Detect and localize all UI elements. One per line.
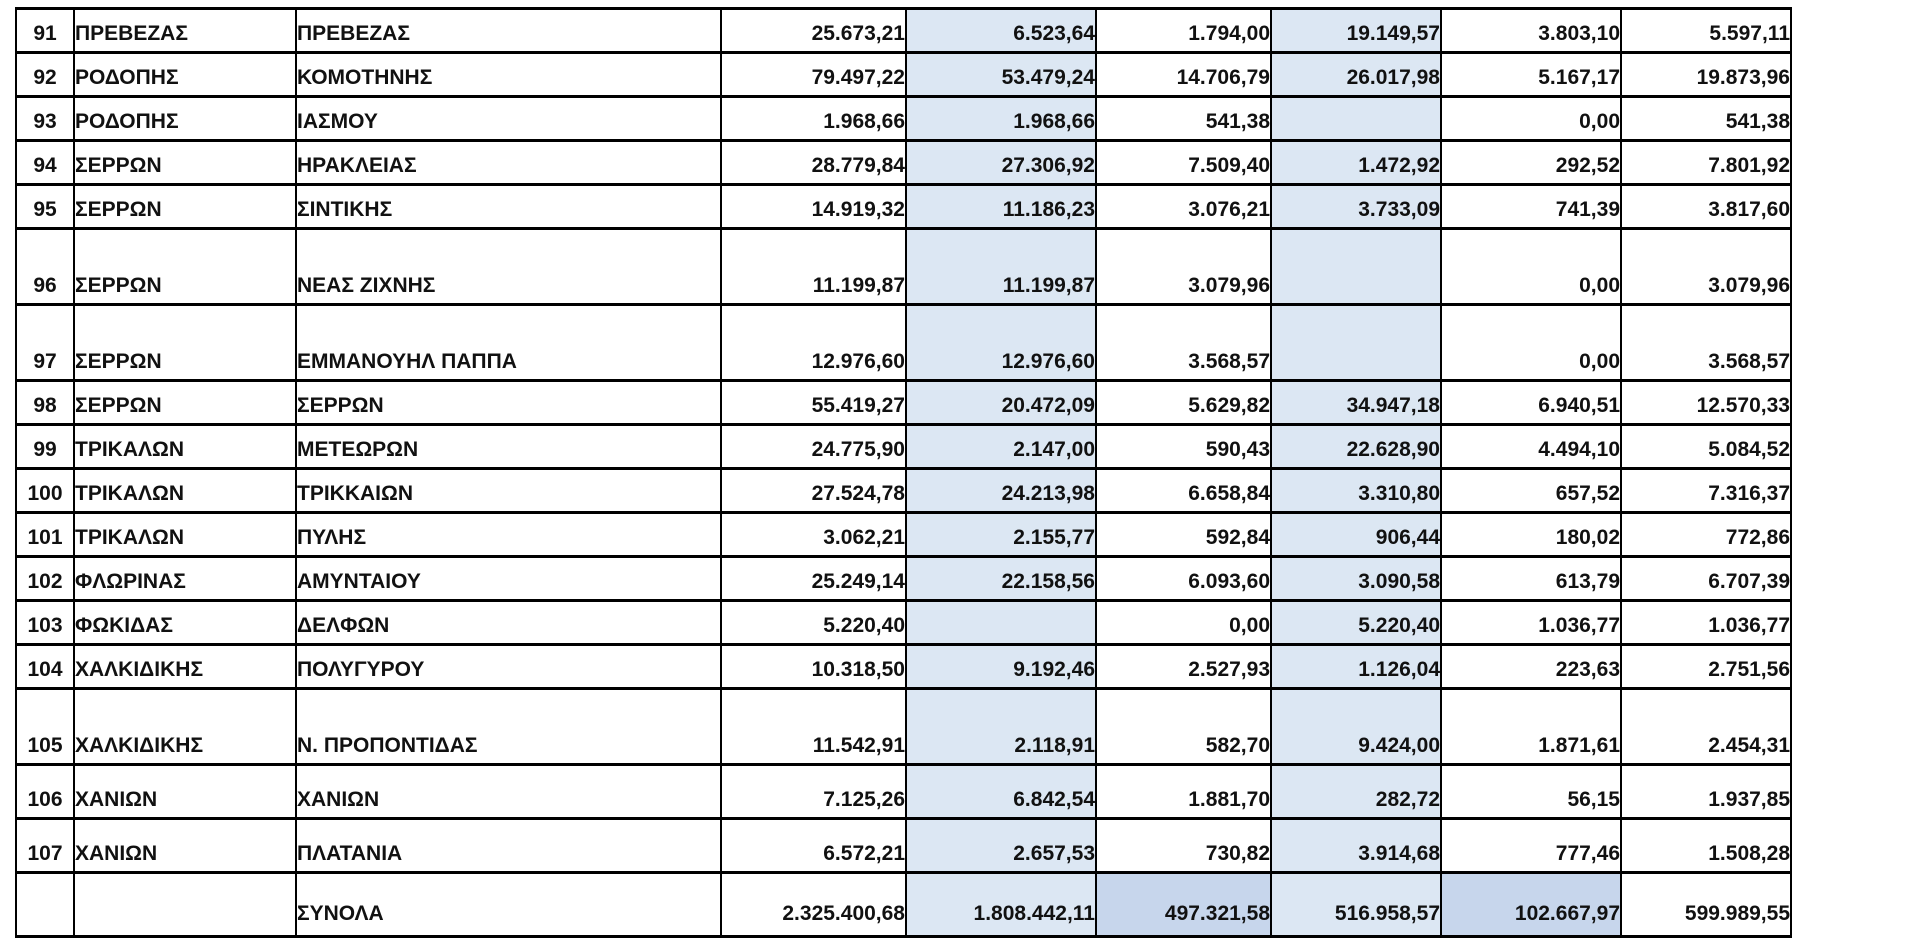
totals-amount-cell: 1.808.442,11 (906, 873, 1096, 937)
amount-cell: 1.472,92 (1271, 141, 1441, 185)
amount-cell: 3.062,21 (721, 513, 906, 557)
municipality-cell: ΗΡΑΚΛΕΙΑΣ (296, 141, 721, 185)
amount-cell: 0,00 (1441, 229, 1621, 305)
amount-cell: 906,44 (1271, 513, 1441, 557)
municipality-cell: ΕΜΜΑΝΟΥΗΛ ΠΑΠΠΑ (296, 305, 721, 381)
table-row (16, 645, 1791, 689)
table-row (16, 819, 1791, 873)
municipality-cell: ΜΕΤΕΩΡΩΝ (296, 425, 721, 469)
row-number-cell: 96 (16, 229, 74, 305)
amount-cell: 1.036,77 (1441, 601, 1621, 645)
municipality-cell: ΠΡΕΒΕΖΑΣ (296, 9, 721, 53)
amount-cell: 1.794,00 (1096, 9, 1271, 53)
amount-cell: 28.779,84 (721, 141, 906, 185)
prefecture-cell: ΧΑΝΙΩΝ (74, 765, 296, 819)
table-row (16, 765, 1791, 819)
amount-cell: 3.914,68 (1271, 819, 1441, 873)
amount-cell: 7.316,37 (1621, 469, 1791, 513)
table-row (16, 513, 1791, 557)
municipality-cell: ΧΑΝΙΩΝ (296, 765, 721, 819)
row-number-cell: 104 (16, 645, 74, 689)
amount-cell: 1.036,77 (1621, 601, 1791, 645)
prefecture-cell: ΦΛΩΡΙΝΑΣ (74, 557, 296, 601)
municipality-cell: ΝΕΑΣ ΖΙΧΝΗΣ (296, 229, 721, 305)
table-row (16, 185, 1791, 229)
prefecture-cell: ΣΕΡΡΩΝ (74, 229, 296, 305)
amount-cell: 3.733,09 (1271, 185, 1441, 229)
amount-cell: 772,86 (1621, 513, 1791, 557)
amount-cell: 1.968,66 (906, 97, 1096, 141)
table-row (16, 689, 1791, 765)
amount-cell: 0,00 (1441, 97, 1621, 141)
amount-cell: 10.318,50 (721, 645, 906, 689)
row-number-cell: 100 (16, 469, 74, 513)
row-number-cell: 101 (16, 513, 74, 557)
row-number-cell: 107 (16, 819, 74, 873)
amount-cell: 24.213,98 (906, 469, 1096, 513)
amount-cell: 2.527,93 (1096, 645, 1271, 689)
amount-cell: 55.419,27 (721, 381, 906, 425)
amount-cell: 19.149,57 (1271, 9, 1441, 53)
amount-cell: 2.147,00 (906, 425, 1096, 469)
totals-empty-number-cell (16, 873, 74, 937)
prefecture-cell: ΡΟΔΟΠΗΣ (74, 97, 296, 141)
municipality-cell: Ν. ΠΡΟΠΟΝΤΙΔΑΣ (296, 689, 721, 765)
amount-cell: 2.454,31 (1621, 689, 1791, 765)
totals-amount-cell: 599.989,55 (1621, 873, 1791, 937)
amount-cell: 14.919,32 (721, 185, 906, 229)
amount-cell: 19.873,96 (1621, 53, 1791, 97)
prefecture-cell: ΧΑΛΚΙΔΙΚΗΣ (74, 645, 296, 689)
amount-cell: 6.707,39 (1621, 557, 1791, 601)
amount-cell: 27.306,92 (906, 141, 1096, 185)
amount-cell: 3.076,21 (1096, 185, 1271, 229)
amount-cell: 11.199,87 (721, 229, 906, 305)
amount-cell: 53.479,24 (906, 53, 1096, 97)
amount-cell: 7.509,40 (1096, 141, 1271, 185)
row-number-cell: 97 (16, 305, 74, 381)
table-row (16, 381, 1791, 425)
amount-cell: 1.937,85 (1621, 765, 1791, 819)
amount-cell: 3.310,80 (1271, 469, 1441, 513)
amount-cell: 5.167,17 (1441, 53, 1621, 97)
amount-cell: 5.597,11 (1621, 9, 1791, 53)
amount-cell: 5.084,52 (1621, 425, 1791, 469)
amount-cell: 1.126,04 (1271, 645, 1441, 689)
amount-cell: 20.472,09 (906, 381, 1096, 425)
amount-cell: 541,38 (1096, 97, 1271, 141)
amount-cell: 11.199,87 (906, 229, 1096, 305)
amount-cell: 6.572,21 (721, 819, 906, 873)
table-row (16, 557, 1791, 601)
prefecture-cell: ΣΕΡΡΩΝ (74, 305, 296, 381)
amount-cell: 4.494,10 (1441, 425, 1621, 469)
amount-cell: 2.118,91 (906, 689, 1096, 765)
amount-cell: 6.093,60 (1096, 557, 1271, 601)
amount-cell: 3.568,57 (1621, 305, 1791, 381)
table-row (16, 97, 1791, 141)
amount-cell: 3.568,57 (1096, 305, 1271, 381)
amount-cell: 282,72 (1271, 765, 1441, 819)
municipality-cell: ΑΜΥΝΤΑΙΟΥ (296, 557, 721, 601)
amount-cell: 180,02 (1441, 513, 1621, 557)
prefecture-cell: ΣΕΡΡΩΝ (74, 185, 296, 229)
table-footer (16, 873, 1791, 937)
amount-cell (1271, 229, 1441, 305)
prefecture-cell: ΦΩΚΙΔΑΣ (74, 601, 296, 645)
prefecture-cell: ΤΡΙΚΑΛΩΝ (74, 425, 296, 469)
prefecture-cell: ΠΡΕΒΕΖΑΣ (74, 9, 296, 53)
prefecture-cell: ΤΡΙΚΑΛΩΝ (74, 513, 296, 557)
totals-row (16, 873, 1791, 937)
amount-cell: 5.629,82 (1096, 381, 1271, 425)
amount-cell (1271, 305, 1441, 381)
row-number-cell: 99 (16, 425, 74, 469)
amount-cell: 22.628,90 (1271, 425, 1441, 469)
row-number-cell: 92 (16, 53, 74, 97)
amount-cell: 1.508,28 (1621, 819, 1791, 873)
amount-cell: 582,70 (1096, 689, 1271, 765)
table-row (16, 305, 1791, 381)
amount-cell: 25.249,14 (721, 557, 906, 601)
municipalities-financial-table (15, 7, 1792, 938)
prefecture-cell: ΤΡΙΚΑΛΩΝ (74, 469, 296, 513)
table-row (16, 229, 1791, 305)
table-body (16, 9, 1791, 873)
amount-cell: 2.657,53 (906, 819, 1096, 873)
amount-cell: 6.658,84 (1096, 469, 1271, 513)
amount-cell: 3.817,60 (1621, 185, 1791, 229)
amount-cell: 79.497,22 (721, 53, 906, 97)
prefecture-cell: ΣΕΡΡΩΝ (74, 381, 296, 425)
table-row (16, 469, 1791, 513)
amount-cell: 0,00 (1096, 601, 1271, 645)
amount-cell: 741,39 (1441, 185, 1621, 229)
amount-cell: 7.801,92 (1621, 141, 1791, 185)
prefecture-cell: ΧΑΛΚΙΔΙΚΗΣ (74, 689, 296, 765)
totals-amount-cell: 497.321,58 (1096, 873, 1271, 937)
amount-cell: 1.968,66 (721, 97, 906, 141)
amount-cell: 6.842,54 (906, 765, 1096, 819)
amount-cell: 1.871,61 (1441, 689, 1621, 765)
amount-cell: 777,46 (1441, 819, 1621, 873)
amount-cell: 9.192,46 (906, 645, 1096, 689)
municipality-cell: ΣΕΡΡΩΝ (296, 381, 721, 425)
amount-cell: 292,52 (1441, 141, 1621, 185)
amount-cell: 657,52 (1441, 469, 1621, 513)
table-row (16, 425, 1791, 469)
row-number-cell: 98 (16, 381, 74, 425)
amount-cell: 730,82 (1096, 819, 1271, 873)
amount-cell: 6.940,51 (1441, 381, 1621, 425)
amount-cell: 22.158,56 (906, 557, 1096, 601)
amount-cell: 27.524,78 (721, 469, 906, 513)
table-row (16, 9, 1791, 53)
amount-cell: 2.155,77 (906, 513, 1096, 557)
amount-cell (906, 601, 1096, 645)
prefecture-cell: ΣΕΡΡΩΝ (74, 141, 296, 185)
row-number-cell: 102 (16, 557, 74, 601)
amount-cell: 3.803,10 (1441, 9, 1621, 53)
amount-cell: 12.976,60 (721, 305, 906, 381)
table-row (16, 141, 1791, 185)
municipality-cell: ΠΛΑΤΑΝΙΑ (296, 819, 721, 873)
amount-cell: 25.673,21 (721, 9, 906, 53)
totals-label: ΣΥΝΟΛΑ (296, 873, 721, 937)
row-number-cell: 94 (16, 141, 74, 185)
amount-cell: 3.090,58 (1271, 557, 1441, 601)
amount-cell: 0,00 (1441, 305, 1621, 381)
row-number-cell: 95 (16, 185, 74, 229)
municipality-cell: ΚΟΜΟΤΗΝΗΣ (296, 53, 721, 97)
prefecture-cell: ΡΟΔΟΠΗΣ (74, 53, 296, 97)
amount-cell: 11.542,91 (721, 689, 906, 765)
amount-cell: 26.017,98 (1271, 53, 1441, 97)
prefecture-cell: ΧΑΝΙΩΝ (74, 819, 296, 873)
amount-cell: 12.570,33 (1621, 381, 1791, 425)
totals-amount-cell: 2.325.400,68 (721, 873, 906, 937)
row-number-cell: 103 (16, 601, 74, 645)
amount-cell: 3.079,96 (1096, 229, 1271, 305)
amount-cell: 3.079,96 (1621, 229, 1791, 305)
amount-cell: 541,38 (1621, 97, 1791, 141)
row-number-cell: 91 (16, 9, 74, 53)
totals-empty-prefecture-cell (74, 873, 296, 937)
amount-cell: 24.775,90 (721, 425, 906, 469)
municipality-cell: ΠΟΛΥΓΥΡΟΥ (296, 645, 721, 689)
municipality-cell: ΤΡΙΚΚΑΙΩΝ (296, 469, 721, 513)
amount-cell: 2.751,56 (1621, 645, 1791, 689)
table-row (16, 53, 1791, 97)
amount-cell: 12.976,60 (906, 305, 1096, 381)
amount-cell: 223,63 (1441, 645, 1621, 689)
municipality-cell: ΣΙΝΤΙΚΗΣ (296, 185, 721, 229)
municipality-cell: ΙΑΣΜΟΥ (296, 97, 721, 141)
amount-cell: 613,79 (1441, 557, 1621, 601)
amount-cell: 5.220,40 (721, 601, 906, 645)
amount-cell: 5.220,40 (1271, 601, 1441, 645)
amount-cell: 7.125,26 (721, 765, 906, 819)
amount-cell: 56,15 (1441, 765, 1621, 819)
amount-cell: 11.186,23 (906, 185, 1096, 229)
amount-cell: 1.881,70 (1096, 765, 1271, 819)
amount-cell (1271, 97, 1441, 141)
municipality-cell: ΔΕΛΦΩΝ (296, 601, 721, 645)
amount-cell: 34.947,18 (1271, 381, 1441, 425)
amount-cell: 6.523,64 (906, 9, 1096, 53)
table-row (16, 601, 1791, 645)
amount-cell: 9.424,00 (1271, 689, 1441, 765)
amount-cell: 590,43 (1096, 425, 1271, 469)
municipality-cell: ΠΥΛΗΣ (296, 513, 721, 557)
totals-amount-cell: 102.667,97 (1441, 873, 1621, 937)
amount-cell: 592,84 (1096, 513, 1271, 557)
row-number-cell: 106 (16, 765, 74, 819)
amount-cell: 14.706,79 (1096, 53, 1271, 97)
row-number-cell: 105 (16, 689, 74, 765)
row-number-cell: 93 (16, 97, 74, 141)
totals-amount-cell: 516.958,57 (1271, 873, 1441, 937)
